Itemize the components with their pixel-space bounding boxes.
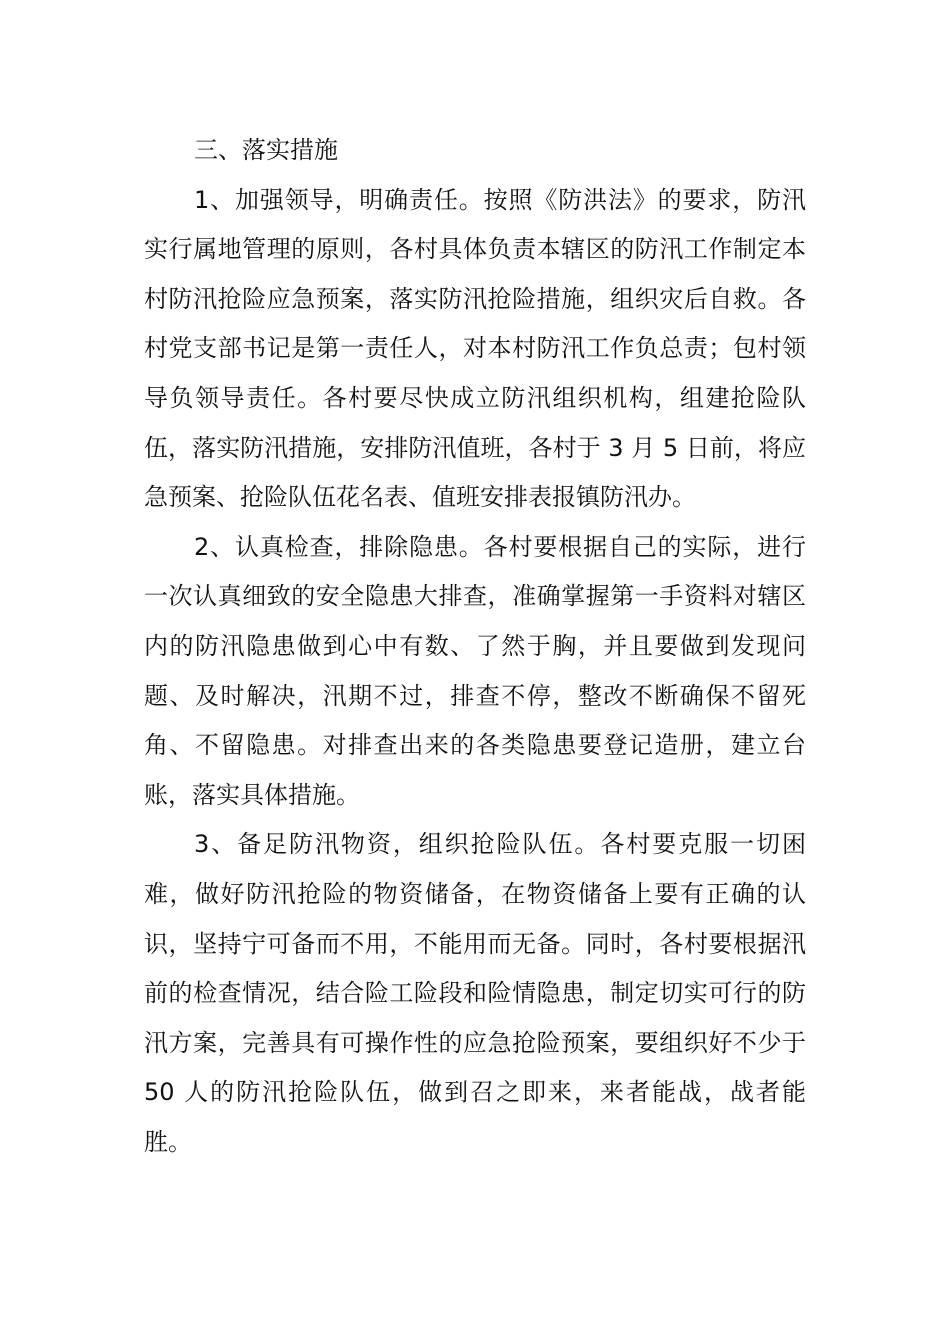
paragraph-leadership: 1、加强领导，明确责任。按照《防洪法》的要求，防汛实行属地管理的原则，各村具体负责本辖区的防汛工作制定本村防汛抢险应急预案，落实防汛抢险措施，组织灾后自救。各村党支部书记是第一责任人，对本村防汛工作负总责；包村领导负领导责任。各村要尽快成立防汛组织机构，组建抢险队伍，落实防汛措施，安排防汛值班，各村于 3 月 5 日前，将应急预案、抢险队伍花名表、值班安排表报镇防汛办。 xyxy=(144,185,806,512)
document-body xyxy=(144,126,806,1167)
paragraph-inspection: 2、认真检查，排除隐患。各村要根据自己的实际，进行一次认真细致的安全隐患大排查，准确掌握第一手资料对辖区内的防汛隐患做到心中有数、了然于胸，并且要做到发现问题、及时解决，汛期不过，排查不停，整改不断确保不留死角、不留隐患。对排查出来的各类隐患要登记造册，建立台账，落实具体措施。 xyxy=(144,532,806,809)
section-heading: 三、落实措施 xyxy=(194,136,338,164)
paragraph-supplies: 3、备足防汛物资，组织抢险队伍。各村要克服一切困难，做好防汛抢险的物资储备，在物资储备上要有正确的认识，坚持宁可备而不用，不能用而无备。同时，各村要根据汛前的检查情况，结合险工险段和险情隐患，制定切实可行的防汛方案，完善具有可操作性的应急抢险预案，要组织好不少于 50 人的防汛抢险队伍，做到召之即来，来者能战，战者能胜。 xyxy=(144,830,806,1156)
